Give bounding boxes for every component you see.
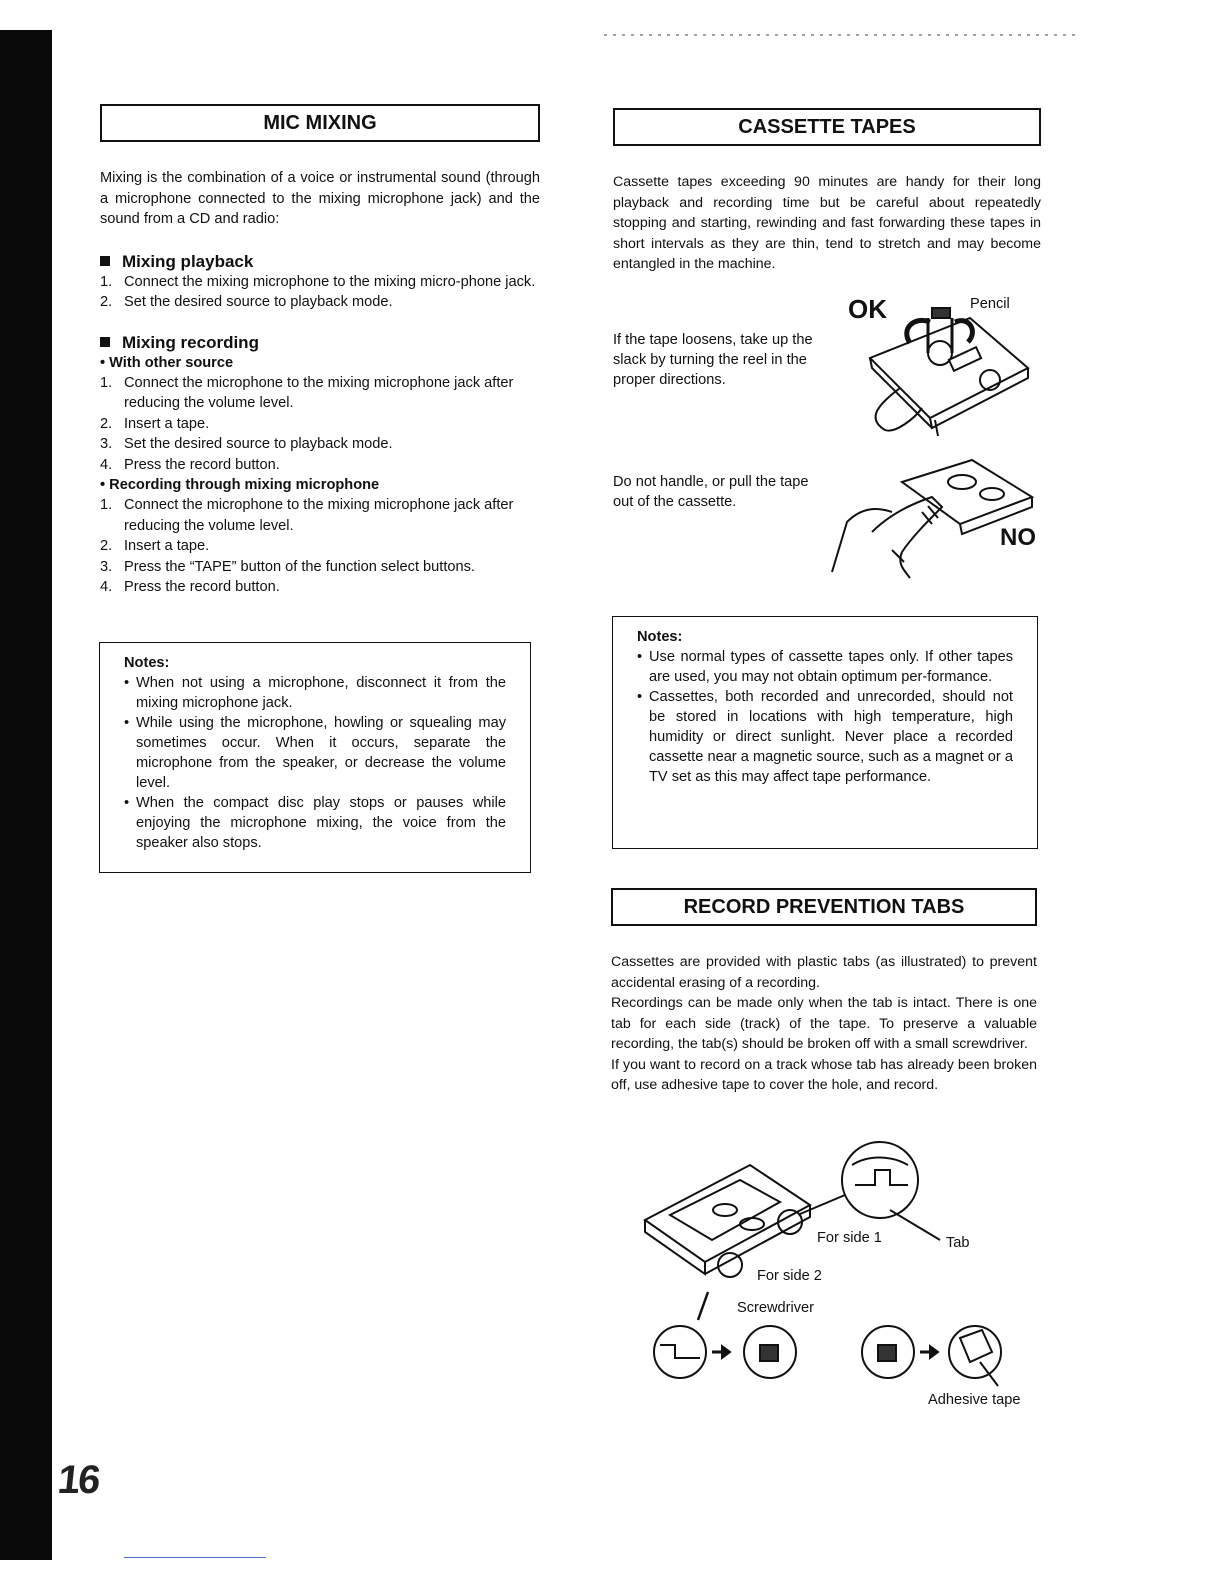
adhesive-label: Adhesive tape xyxy=(928,1392,1021,1408)
step-item: 3. Press the “TAPE” button of the function select buttons. xyxy=(100,558,475,575)
mic-mixing-heading: MIC MIXING xyxy=(100,104,540,142)
loosen-text: If the tape loosens, take up the slack by turning the reel in the proper directions. xyxy=(613,332,813,388)
square-bullet-icon xyxy=(100,256,110,266)
tab-label: Tab xyxy=(946,1235,970,1251)
cassette-notes-box xyxy=(612,616,1038,849)
other-source-steps xyxy=(100,373,540,476)
step-item: 2. Insert a tape. xyxy=(100,415,210,432)
step-item: 4. Press the record button. xyxy=(100,456,280,473)
record-prevention-para2: Recordings can be made only when the tab is intact. There is one tab for each side (track) of the tape. To preserve a valuable recording, the tab(s) should be broken off with a small screwdriver. xyxy=(611,995,1037,1052)
scan-artifact xyxy=(604,34,1080,36)
mixing-playback-steps xyxy=(100,272,540,313)
notes-title: Notes: xyxy=(637,629,683,645)
note-item: • When not using a microphone, disconnect it from the mixing microphone jack. xyxy=(124,673,506,713)
side2-label: For side 2 xyxy=(757,1268,822,1284)
square-bullet-icon xyxy=(100,337,110,347)
record-tab-illustration xyxy=(640,1140,940,1280)
mic-mixing-intro: Mixing is the combination of a voice or instrumental sound (through a microphone connected to the mixing microphone jack) and the sound from a CD and radio: xyxy=(100,170,540,227)
note-item: • When the compact disc play stops or pauses while enjoying the microphone mixing, the voice from the speaker also stops. xyxy=(124,793,506,853)
record-prevention-para1: Cassettes are provided with plastic tabs (as illustrated) to prevent accidental erasing of a recording. xyxy=(611,954,1037,991)
cassette-pencil-illustration xyxy=(860,308,1040,438)
step-item: 2. Insert a tape. xyxy=(100,538,210,554)
handle-text: Do not handle, or pull the tape out of the cassette. xyxy=(613,474,809,510)
record-prevention-para3: If you want to record on a track whose tab has already been broken off, use adhesive tape to cover the hole, and record. xyxy=(611,1056,1037,1093)
mic-notes-list xyxy=(124,673,506,853)
through-mic-steps xyxy=(100,495,540,598)
mixing-recording-heading: Mixing recording xyxy=(100,333,540,353)
cassette-tapes-intro: Cassette tapes exceeding 90 minutes are handy for their long playback and recording time but be careful about repeatedly stopping and starting, rewinding and fast forwarding these tapes in short intervals as they are thin, tend to stretch and may become entangled in the machine. xyxy=(613,174,1041,272)
notes-title: Notes: xyxy=(124,655,170,671)
binding-edge xyxy=(0,30,52,1560)
record-prevention-heading: RECORD PREVENTION TABS xyxy=(611,888,1037,926)
scan-artifact-line xyxy=(124,1557,266,1558)
no-label: NO xyxy=(1000,524,1036,551)
other-source-heading: • With other source xyxy=(100,354,234,371)
step-item: 3. Set the desired source to playback mode. xyxy=(100,436,393,452)
tab-break-steps-illustration xyxy=(650,1290,1030,1390)
mixing-playback-heading: Mixing playback xyxy=(100,252,540,272)
record-prevention-section xyxy=(611,888,1037,1096)
pencil-label: Pencil xyxy=(970,296,1010,312)
note-item: • While using the microphone, howling or squealing may sometimes occur. When it occurs, separate the microphone from the speaker, or decrease the volume level. xyxy=(124,713,506,793)
mic-notes-box xyxy=(99,642,531,873)
cassette-tapes-section xyxy=(613,108,1041,275)
step-item: 1. Connect the microphone to the mixing microphone jack after reducing the volume level. xyxy=(100,497,514,534)
side1-label: For side 1 xyxy=(817,1230,882,1246)
mic-mixing-section xyxy=(100,104,540,598)
page-number: 16 xyxy=(55,1458,101,1502)
note-item: • Cassettes, both recorded and unrecorded, should not be stored in locations with high temperature, high humidity or direct sunlight. Never place a recorded cassette near a magnetic source, such as a magnet or a TV set as this may affect tape performance. xyxy=(637,687,1013,787)
step-item: 4. Press the record button. xyxy=(100,579,280,595)
ok-label: OK xyxy=(848,294,887,324)
step-item: 2. Set the desired source to playback mode. xyxy=(100,294,393,310)
note-item: • Use normal types of cassette tapes only. If other tapes are used, you may not obtain optimum per-formance. xyxy=(637,647,1013,687)
cassette-notes-list xyxy=(637,647,1013,787)
step-item: 1. Connect the microphone to the mixing microphone jack after reducing the volume level. xyxy=(100,374,514,411)
screwdriver-label: Screwdriver xyxy=(737,1300,815,1316)
cassette-tapes-heading: CASSETTE TAPES xyxy=(613,108,1041,146)
cassette-hand-illustration xyxy=(832,452,1042,582)
through-mic-heading: • Recording through mixing microphone xyxy=(100,477,380,493)
step-item: 1. Connect the mixing microphone to the mixing micro-phone jack. xyxy=(100,273,536,290)
